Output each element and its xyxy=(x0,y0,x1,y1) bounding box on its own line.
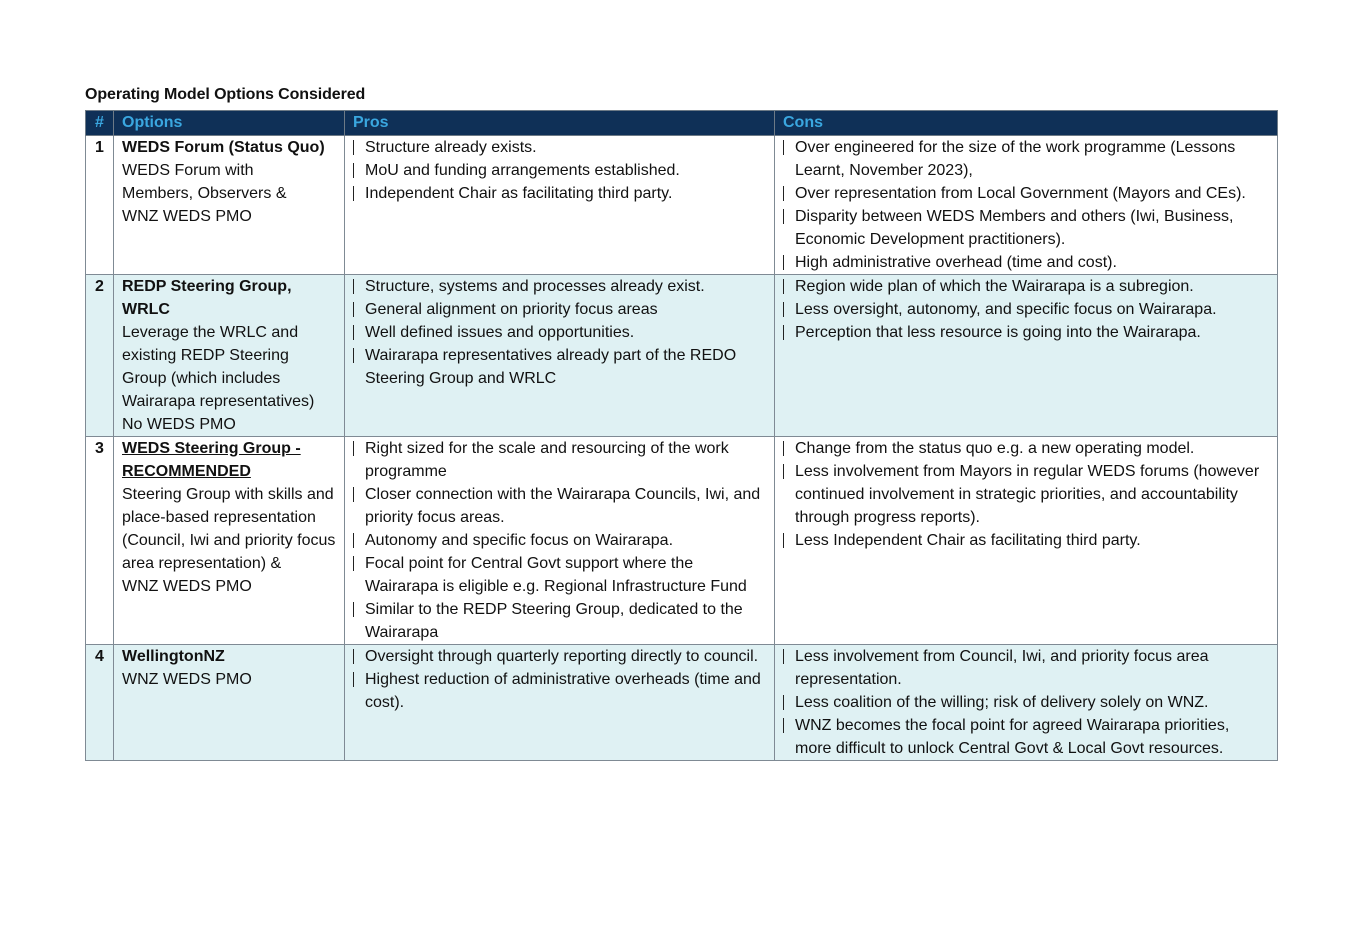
option-description: Leverage the WRLC and existing REDP Steering Group (which includes Wairarapa representatives) No WEDS PMO xyxy=(122,324,315,433)
list-item: MoU and funding arrangements established. xyxy=(353,159,766,182)
pros-list xyxy=(353,645,766,714)
options-table xyxy=(85,110,1278,761)
option-cell xyxy=(114,645,345,761)
table-header-row xyxy=(86,111,1278,136)
list-item: Closer connection with the Wairarapa Councils, Iwi, and priority focus areas. xyxy=(353,483,766,529)
option-title: WEDS Forum (Status Quo) xyxy=(122,139,325,156)
list-item: Right sized for the scale and resourcing of the work programme xyxy=(353,437,766,483)
header-cons: Cons xyxy=(775,111,1278,136)
list-item: Independent Chair as facilitating third party. xyxy=(353,182,766,205)
list-item: WNZ becomes the focal point for agreed Wairarapa priorities, more difficult to unlock Central Govt & Local Govt resources. xyxy=(783,714,1269,760)
list-item: Structure, systems and processes already exist. xyxy=(353,275,766,298)
list-item: Perception that less resource is going into the Wairarapa. xyxy=(783,321,1269,344)
cons-list xyxy=(783,437,1269,552)
cons-list xyxy=(783,136,1269,274)
list-item: Disparity between WEDS Members and others (Iwi, Business, Economic Development practitioners). xyxy=(783,205,1269,251)
header-options: Options xyxy=(114,111,345,136)
list-item: Change from the status quo e.g. a new operating model. xyxy=(783,437,1269,460)
row-number: 1 xyxy=(86,136,114,275)
list-item: Less involvement from Council, Iwi, and priority focus area representation. xyxy=(783,645,1269,691)
list-item: Similar to the REDP Steering Group, dedicated to the Wairarapa xyxy=(353,598,766,644)
option-description: WEDS Forum with Members, Observers & WNZ WEDS PMO xyxy=(122,162,287,225)
list-item: Focal point for Central Govt support where the Wairarapa is eligible e.g. Regional Infrastructure Fund xyxy=(353,552,766,598)
list-item: Region wide plan of which the Wairarapa is a subregion. xyxy=(783,275,1269,298)
option-cell xyxy=(114,275,345,437)
header-pros: Pros xyxy=(345,111,775,136)
table-row xyxy=(86,275,1278,437)
row-number: 2 xyxy=(86,275,114,437)
list-item: Structure already exists. xyxy=(353,136,766,159)
list-item: Highest reduction of administrative overheads (time and cost). xyxy=(353,668,766,714)
option-title: REDP Steering Group, WRLC xyxy=(122,278,292,318)
cons-cell xyxy=(775,437,1278,645)
list-item: General alignment on priority focus areas xyxy=(353,298,766,321)
list-item: Wairarapa representatives already part of the REDO Steering Group and WRLC xyxy=(353,344,766,390)
pros-cell xyxy=(345,645,775,761)
option-description: Steering Group with skills and place-based representation (Council, Iwi and priority focus area representation) & WNZ WEDS PMO xyxy=(122,486,336,595)
pros-list xyxy=(353,437,766,644)
row-number: 4 xyxy=(86,645,114,761)
pros-cell xyxy=(345,437,775,645)
cons-list xyxy=(783,275,1269,344)
cons-cell xyxy=(775,645,1278,761)
list-item: Less coalition of the willing; risk of delivery solely on WNZ. xyxy=(783,691,1269,714)
list-item: High administrative overhead (time and cost). xyxy=(783,251,1269,274)
table-row xyxy=(86,645,1278,761)
table-row xyxy=(86,136,1278,275)
cons-list xyxy=(783,645,1269,760)
list-item: Less oversight, autonomy, and specific focus on Wairarapa. xyxy=(783,298,1269,321)
list-item: Over representation from Local Government (Mayors and CEs). xyxy=(783,182,1269,205)
list-item: Over engineered for the size of the work programme (Lessons Learnt, November 2023), xyxy=(783,136,1269,182)
cons-cell xyxy=(775,275,1278,437)
cons-cell xyxy=(775,136,1278,275)
table-row xyxy=(86,437,1278,645)
option-title: WellingtonNZ xyxy=(122,648,225,665)
list-item: Oversight through quarterly reporting directly to council. xyxy=(353,645,766,668)
pros-cell xyxy=(345,275,775,437)
option-cell xyxy=(114,437,345,645)
pros-list xyxy=(353,136,766,205)
option-description: WNZ WEDS PMO xyxy=(122,671,252,688)
pros-cell xyxy=(345,136,775,275)
page-title: Operating Model Options Considered xyxy=(85,86,366,103)
option-cell xyxy=(114,136,345,275)
header-number: # xyxy=(86,111,114,136)
list-item: Well defined issues and opportunities. xyxy=(353,321,766,344)
list-item: Autonomy and specific focus on Wairarapa. xyxy=(353,529,766,552)
option-title: WEDS Steering Group - RECOMMENDED xyxy=(122,440,301,480)
list-item: Less Independent Chair as facilitating third party. xyxy=(783,529,1269,552)
list-item: Less involvement from Mayors in regular WEDS forums (however continued involvement in strategic priorities, and accountability through progress reports). xyxy=(783,460,1269,529)
row-number: 3 xyxy=(86,437,114,645)
pros-list xyxy=(353,275,766,390)
